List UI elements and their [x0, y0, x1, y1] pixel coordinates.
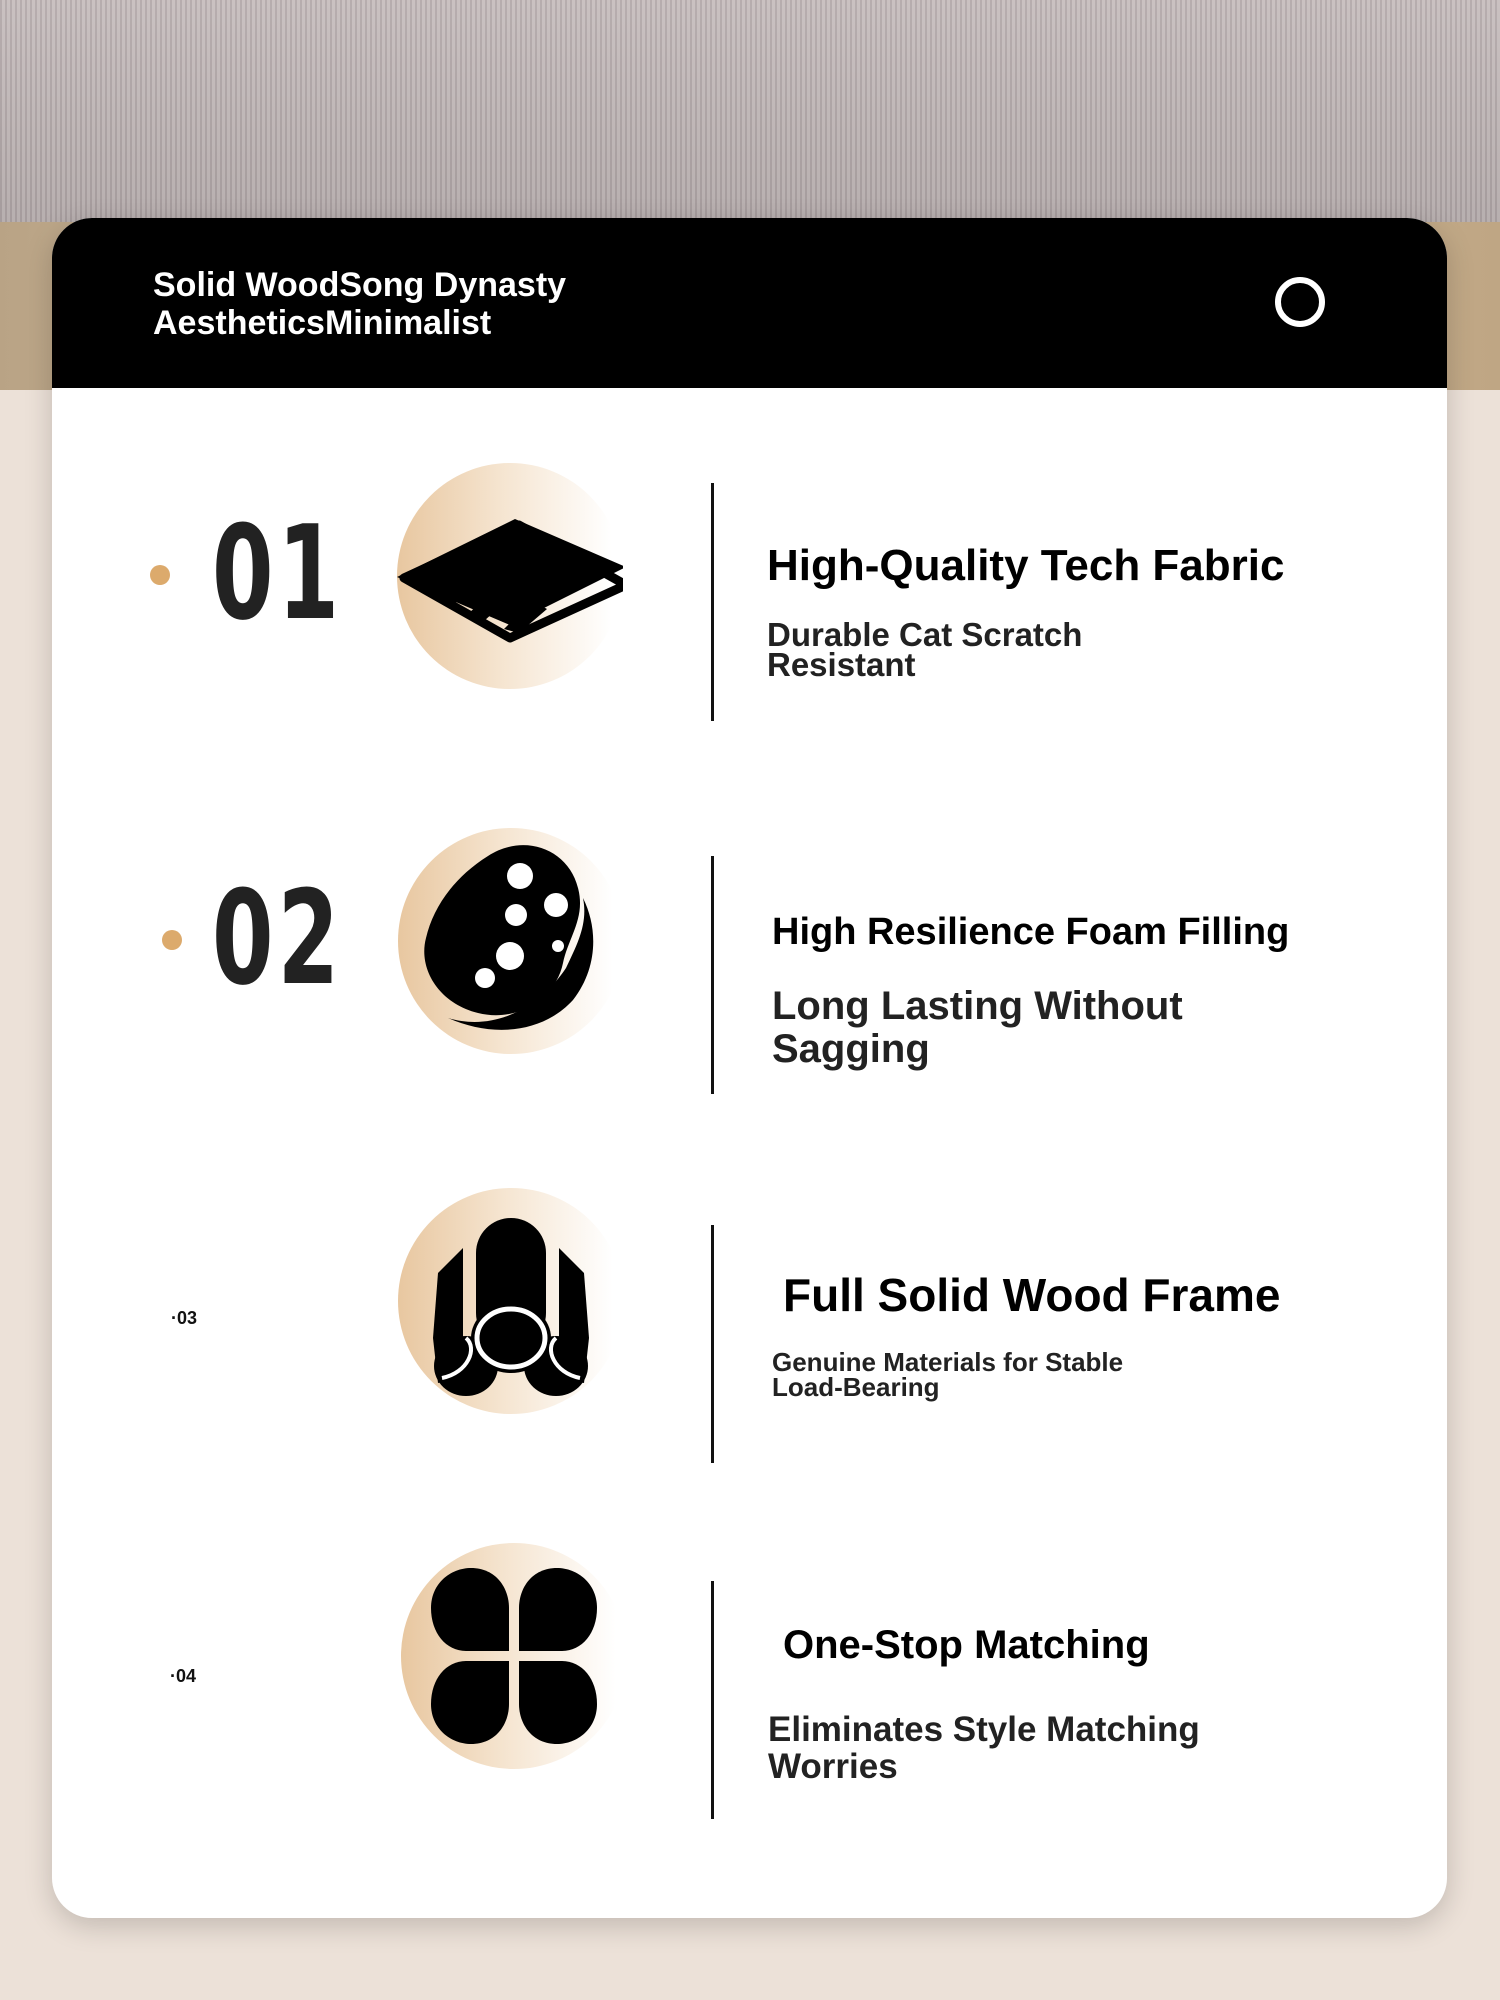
feature-subtitle: Long Lasting Without Sagging [772, 984, 1183, 1071]
feature-item-matching [52, 1568, 1447, 1808]
feature-subtitle: Eliminates Style Matching Worries [768, 1710, 1200, 1786]
feature-number: 02 [212, 862, 344, 1014]
wood-logs-icon [398, 1188, 624, 1414]
feature-card [52, 218, 1447, 1918]
feature-subtitle: Genuine Materials for Stable Load-Bearing [772, 1347, 1124, 1402]
divider-line [711, 483, 714, 721]
divider-line [711, 1581, 714, 1819]
sponge-icon [398, 828, 624, 1054]
feature-title: High-Quality Tech Fabric [767, 541, 1285, 590]
header-title [153, 266, 673, 342]
header-title-line2: AestheticsMinimalist [153, 304, 492, 342]
layered-fabric-icon [397, 463, 623, 689]
feature-number: 01 [212, 497, 344, 649]
feature-number: ·04 [170, 1666, 197, 1686]
feature-title: High Resilience Foam Filling [772, 911, 1290, 953]
fabric-background [0, 0, 1500, 222]
four-leaf-icon [401, 1543, 627, 1769]
feature-title: One-Stop Matching [783, 1623, 1150, 1667]
divider-line [711, 1225, 714, 1463]
feature-title: Full Solid Wood Frame [783, 1269, 1281, 1321]
feature-item-wood-frame [52, 1213, 1447, 1453]
feature-subtitle: Durable Cat Scratch Resistant [767, 616, 1083, 683]
circle-button[interactable] [1275, 277, 1325, 327]
header-title-line1: Solid WoodSong Dynasty [153, 266, 567, 304]
feature-item-fabric [52, 483, 1447, 723]
feature-item-foam [52, 848, 1447, 1088]
card-header [52, 218, 1447, 388]
accent-dot [150, 565, 170, 585]
feature-number: ·03 [171, 1308, 198, 1328]
divider-line [711, 856, 714, 1094]
accent-dot [162, 930, 182, 950]
